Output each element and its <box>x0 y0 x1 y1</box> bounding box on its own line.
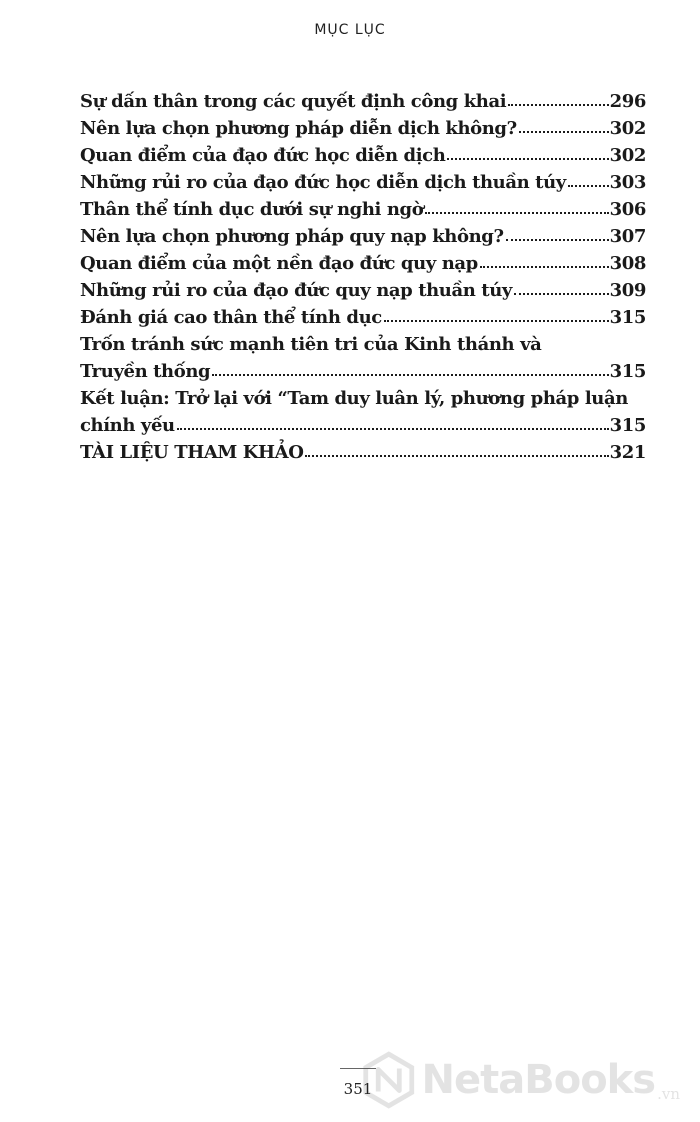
toc-entry-title: Quan điểm của một nền đạo đức quy nạp <box>80 253 478 274</box>
running-head: MỤC LỤC <box>314 22 386 38</box>
toc-entry[interactable] <box>80 250 646 277</box>
toc-entry-page: 303 <box>609 172 646 193</box>
toc-entry-title: Những rủi ro của đạo đức học diễn dịch thuần túy <box>80 172 566 193</box>
toc-entry[interactable] <box>80 196 646 223</box>
dot-leader <box>568 185 609 187</box>
toc-entry-page: 306 <box>609 199 646 220</box>
toc-entry[interactable] <box>80 385 646 439</box>
toc-entry[interactable] <box>80 439 646 466</box>
toc-entry-title: Sự dấn thân trong các quyết định công khai <box>80 91 507 112</box>
dot-leader <box>384 320 609 322</box>
toc-entry-page: 302 <box>609 145 646 166</box>
toc-entry-title: Những rủi ro của đạo đức quy nạp thuần túy <box>80 280 512 301</box>
dot-leader <box>177 428 609 430</box>
watermark <box>360 1043 680 1117</box>
toc-entry-title-line: chính yếu <box>80 415 175 436</box>
toc-entry-page: 315 <box>609 415 646 436</box>
watermark-domain: .vn <box>657 1085 680 1103</box>
toc-entry-title: Đánh giá cao thân thể tính dục <box>80 307 382 328</box>
toc-entry[interactable] <box>80 142 646 169</box>
toc-entry-title-line: Trốn tránh sức mạnh tiên tri của Kinh thánh và <box>80 334 542 355</box>
toc-entry[interactable] <box>80 169 646 196</box>
toc-entry[interactable] <box>80 304 646 331</box>
dot-leader <box>212 374 608 376</box>
toc-entry-page: 309 <box>609 280 646 301</box>
dot-leader <box>506 239 609 241</box>
page-number: 351 <box>343 1080 373 1098</box>
toc-entry-page: 296 <box>609 91 646 112</box>
toc-entry[interactable] <box>80 223 646 250</box>
toc-entry-title-line: Truyền thống <box>80 361 211 382</box>
toc-entry-title: Nên lựa chọn phương pháp quy nạp không? <box>80 226 504 247</box>
toc-entry-page: 315 <box>609 361 646 382</box>
toc-entry[interactable] <box>80 115 646 142</box>
toc-entry-page: 307 <box>609 226 646 247</box>
toc-entry-page: 302 <box>609 118 646 139</box>
toc-entry-page: 315 <box>609 307 646 328</box>
dot-leader <box>480 266 609 268</box>
toc-entry-title: Nên lựa chọn phương pháp diễn dịch không? <box>80 118 517 139</box>
netabooks-logo-icon <box>360 1050 418 1110</box>
watermark-brand: NetaBooks <box>421 1057 656 1103</box>
toc-entry-title-line: Kết luận: Trở lại với “Tam duy luân lý, phương pháp luận <box>80 388 628 409</box>
dot-leader <box>508 104 608 106</box>
dot-leader <box>514 293 609 295</box>
toc-entry[interactable] <box>80 331 646 385</box>
table-of-contents <box>80 88 646 466</box>
toc-entry-title: TÀI LIỆU THAM KHẢO <box>80 442 304 463</box>
dot-leader <box>425 212 608 214</box>
toc-entry[interactable] <box>80 88 646 115</box>
dot-leader <box>447 158 608 160</box>
toc-entry-page: 321 <box>609 442 646 463</box>
toc-entry-title: Thân thể tính dục dưới sự nghi ngờ <box>80 199 424 220</box>
toc-entry-title: Quan điểm của đạo đức học diễn dịch <box>80 145 446 166</box>
toc-entry[interactable] <box>80 277 646 304</box>
dot-leader <box>519 131 609 133</box>
toc-entry-page: 308 <box>609 253 646 274</box>
dot-leader <box>305 455 608 457</box>
